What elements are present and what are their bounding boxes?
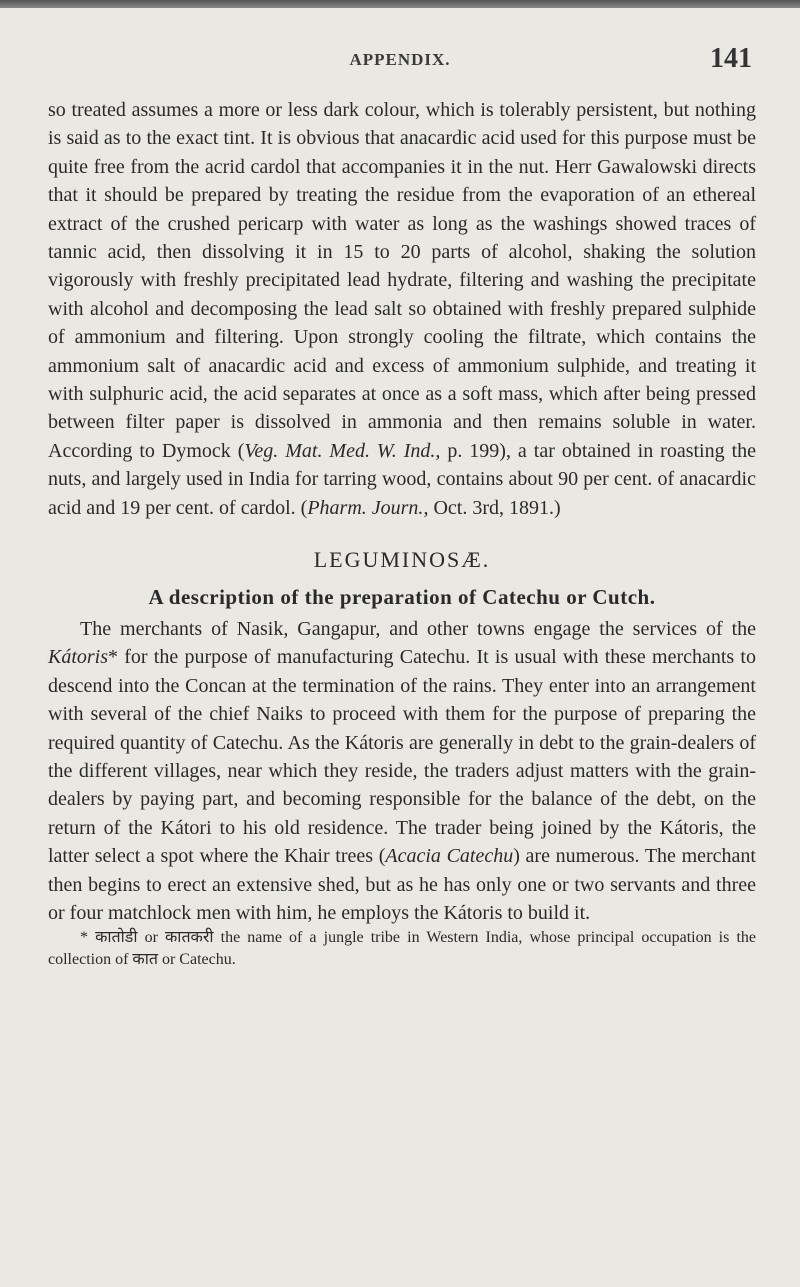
para2-text-3: ) are numerous. The merchant then begins to erect an extensive shed, but as he has only one or two servants and three or four matchlock men with him, he employs the Kátoris to build it.	[48, 845, 756, 924]
term-acacia-catechu: Acacia Catechu	[385, 845, 514, 868]
term-katoris: Kátoris	[48, 646, 109, 669]
section-heading: LEGUMINOSÆ.	[313, 547, 491, 573]
subheading: A description of the preparation of Catechu or Cutch.	[148, 584, 656, 609]
para2-text-1: The merchants of Nasik, Gangapur, and other towns engage the services of the	[80, 617, 756, 640]
para1-text-3: , Oct. 3rd, 1891.)	[423, 496, 561, 519]
paragraph-anacardic-acid	[48, 96, 756, 522]
para1-text-2: , p. 199), a tar obtained in roasting the nuts, and largely used in India for tarring wood, contains about 90 per cent. of anacardic acid and 19 per cent. of cardol. (	[48, 439, 756, 519]
page-number: 141	[710, 43, 752, 74]
para1-text-1: so treated assumes a more or less dark colour, which is tolerably persistent, but nothing is said as to the exact tint. It is obvious that anacardic acid used for this purpose must be quite free from the acrid cardol that accompanies it in the nut. Herr Gawalowski directs that it should be prepared by treating the residue from the evaporation of an ethereal extract of the crushed pericarp with water as long as the washings showed traces of tannic acid, then dissolving it in 15 to 20 parts of alcohol, shaking the solution vigorously with freshly precipitated lead hydrate, filtering and washing the precipitate with alcohol and decomposing the lead salt so obtained with freshly prepared sulphide of ammonium and filtering. Upon strongly cooling the filtrate, which contains the ammonium salt of anacardic acid and excess of ammonium sulphide, and treating it with sulphuric acid, the acid separates at once as a soft mass, which after being pressed between filter paper is dissolved in ammonia and then remains soluble in water. According to Dymock (	[48, 99, 756, 462]
top-border	[0, 0, 800, 8]
paragraph-catechu	[48, 615, 756, 927]
body-text	[48, 96, 756, 971]
para2-text-2: * for the purpose of manufacturing Catechu. It is usual with these merchants to descend into the Concan at the termination of the rains. They enter into an arrangement with several of the chief Naiks to proceed with them for the purpose of preparing the required quantity of Catechu. As the Kátoris are generally in debt to the grain-dealers of the different villages, near which they reside, the traders adjust matters with the grain-dealers by paying part, and becoming responsible for the balance of the debt, on the return of the Kátori to his old residence. The trader being joined by the Kátoris, the latter select a spot where the Khair trees (	[48, 646, 756, 868]
citation-dymock: Veg. Mat. Med. W. Ind.	[244, 439, 436, 462]
footnote: * कातोडी or कातकरी the name of a jungle tribe in Western India, whose principal occupation is the collection of कात or Catechu.	[48, 929, 756, 969]
running-title: APPENDIX.	[349, 50, 451, 69]
citation-pharm-journ: Pharm. Journ.	[307, 496, 424, 519]
